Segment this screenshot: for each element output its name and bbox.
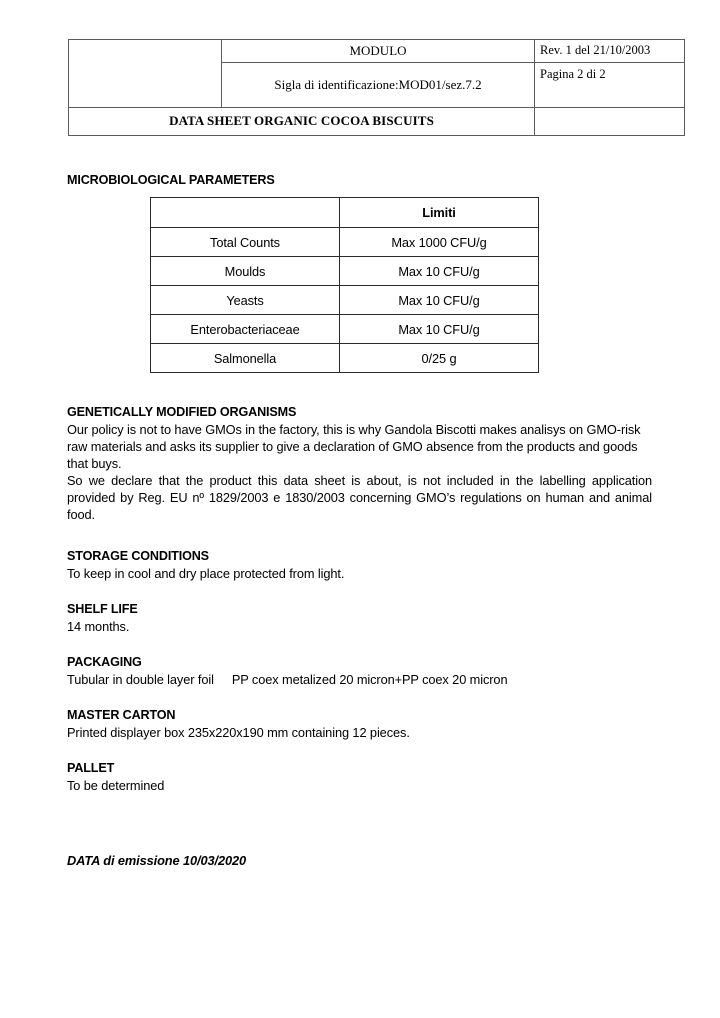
packaging-text — [67, 671, 652, 688]
header-sigla-label: Sigla di identificazione:MOD01/sez.7.2 — [222, 63, 535, 108]
packaging-text-part-1: Tubular in double layer foil — [67, 672, 214, 687]
header-title-spacer — [535, 108, 685, 136]
micro-parameter-limit: Max 10 CFU/g — [340, 257, 539, 286]
header-logo-cell — [69, 40, 222, 108]
micro-parameter-name: Yeasts — [151, 286, 340, 315]
issue-date-section — [67, 853, 652, 868]
microbiological-section — [67, 173, 652, 187]
header-pagina-label: Pagina 2 di 2 — [535, 63, 685, 108]
pallet-text: To be determined — [67, 778, 165, 793]
master-carton-text: Printed displayer box 235x220x190 mm containing 12 pieces. — [67, 725, 410, 740]
micro-parameter-limit: Max 1000 CFU/g — [340, 228, 539, 257]
packaging-text-part-2: PP coex metalized 20 micron+PP coex 20 micron — [231, 672, 508, 687]
pallet-heading: PALLET — [67, 761, 115, 775]
micro-parameter-limit: Max 10 CFU/g — [340, 315, 539, 344]
table-row — [151, 286, 539, 315]
micro-parameter-name: Enterobacteriaceae — [151, 315, 340, 344]
packaging-heading: PACKAGING — [67, 655, 142, 669]
issue-date: DATA di emissione 10/03/2020 — [67, 853, 247, 868]
storage-text: To keep in cool and dry place protected from light. — [67, 566, 345, 581]
document-title: DATA SHEET ORGANIC COCOA BISCUITS — [69, 108, 535, 136]
master-carton-section — [67, 708, 652, 741]
shelf-life-text: 14 months. — [67, 619, 130, 634]
header-row-title — [69, 108, 685, 136]
gmo-paragraph-2: So we declare that the product this data sheet is about, is not included in the labelling application provided by Reg. EU nº 1829/2003 e 1830/2003 concerning GMO’s regulations on human and animal food. — [67, 473, 652, 523]
storage-section — [67, 549, 652, 582]
header-modulo-label: MODULO — [222, 40, 535, 63]
gmo-heading: GENETICALLY MODIFIED ORGANISMS — [67, 405, 297, 419]
micro-parameter-name: Salmonella — [151, 344, 340, 373]
micro-parameter-limit: Max 10 CFU/g — [340, 286, 539, 315]
microbiological-heading: MICROBIOLOGICAL PARAMETERS — [67, 173, 275, 187]
shelf-life-section — [67, 602, 652, 635]
storage-heading: STORAGE CONDITIONS — [67, 549, 209, 563]
header-revision-label: Rev. 1 del 21/10/2003 — [535, 40, 685, 63]
table-header-row — [151, 198, 539, 228]
gmo-section — [67, 405, 652, 523]
document-header-table — [68, 39, 685, 136]
gmo-paragraph-1: Our policy is not to have GMOs in the factory, this is why Gandola Biscotti makes analisys on GMO-risk raw materials and asks its supplier to give a declaration of GMO absence from the products and goods that buys. — [67, 422, 641, 472]
table-row — [151, 228, 539, 257]
micro-col-header-limit: Limiti — [340, 198, 539, 228]
table-row — [151, 344, 539, 373]
micro-parameter-limit: 0/25 g — [340, 344, 539, 373]
shelf-life-heading: SHELF LIFE — [67, 602, 138, 616]
microbiological-parameters-table — [150, 197, 539, 373]
table-row — [151, 257, 539, 286]
table-row — [151, 315, 539, 344]
pallet-section — [67, 761, 652, 794]
master-carton-heading: MASTER CARTON — [67, 708, 176, 722]
micro-parameter-name: Moulds — [151, 257, 340, 286]
micro-col-header-parameter — [151, 198, 340, 228]
header-row-modulo — [69, 40, 685, 63]
packaging-section — [67, 655, 652, 688]
micro-parameter-name: Total Counts — [151, 228, 340, 257]
